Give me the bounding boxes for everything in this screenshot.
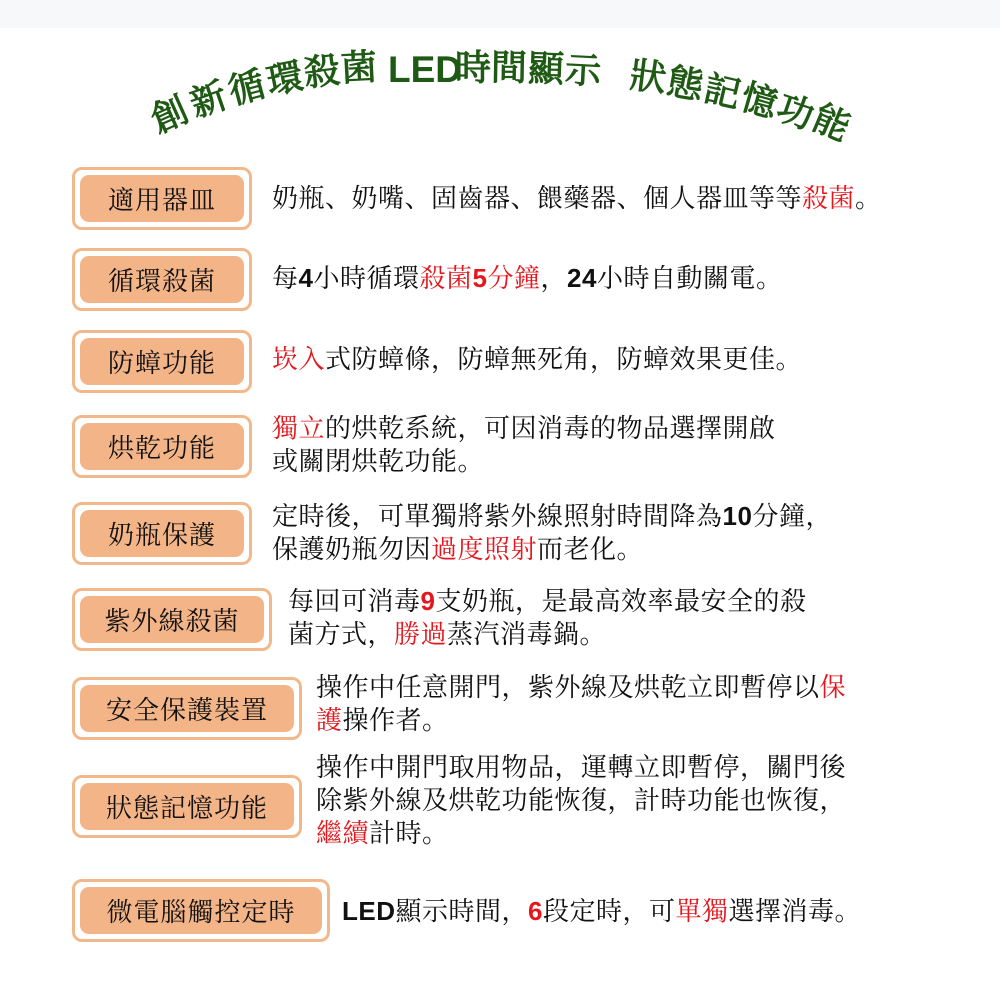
description-text: 支奶瓶，是最高效率最安全的殺	[435, 587, 807, 617]
feature-label: 微電腦觸控定時	[80, 887, 322, 934]
description-line	[316, 705, 846, 738]
title-char: 能	[806, 97, 856, 150]
description-line	[272, 183, 882, 216]
description-text: 段定時，可	[542, 897, 676, 927]
highlight-text: 崁入	[272, 345, 326, 375]
description-text: 分鐘，	[752, 502, 832, 532]
highlight-text: 分鐘	[487, 264, 541, 294]
feature-label: 紫外線殺菌	[80, 596, 264, 643]
feature-description	[272, 413, 776, 479]
highlight-text: 殺菌	[419, 264, 473, 294]
description-text: 計時。	[369, 819, 449, 849]
description-text: 4	[298, 263, 314, 293]
title-char: 態	[663, 61, 707, 108]
description-text: 每	[272, 264, 299, 294]
feature-description	[272, 344, 802, 377]
description-text: 菌方式，	[288, 620, 395, 650]
description-line	[316, 818, 846, 851]
description-text: 小時自動關電。	[596, 264, 783, 294]
feature-label-box	[72, 248, 252, 311]
description-text: 保護奶瓶勿因	[272, 535, 432, 565]
feature-description	[272, 183, 882, 216]
description-line	[272, 344, 802, 377]
title-char: 功	[771, 87, 819, 138]
title-char: 時	[455, 48, 492, 89]
highlight-text: 繼續	[316, 819, 370, 849]
feature-label: 奶瓶保護	[80, 510, 244, 557]
highlight-text: 過度照射	[431, 535, 538, 565]
highlight-text: 勝過	[394, 620, 448, 650]
feature-label: 適用器皿	[80, 175, 244, 222]
description-text: 奶瓶、奶嘴、固齒器、餵藥器、個人器皿等等	[272, 184, 803, 214]
description-text: 選擇消毒。	[728, 897, 862, 927]
highlight-text: 殺菌	[802, 184, 856, 214]
description-text: 操作中開門取用物品，運轉立即暫停，關門後	[316, 753, 847, 783]
highlight-text: 獨立	[272, 414, 326, 444]
banner-title	[0, 0, 1000, 160]
feature-label: 防蟑功能	[80, 338, 244, 385]
title-char: 記	[699, 68, 745, 117]
feature-label-box	[72, 330, 252, 393]
description-text: 蒸汽消毒鍋。	[447, 620, 607, 650]
description-line	[316, 785, 846, 818]
title-char: 示	[563, 50, 603, 93]
feature-label-box	[72, 502, 252, 565]
description-line	[288, 619, 807, 652]
description-text: 而老化。	[537, 535, 644, 565]
description-text: 顯示時間，	[395, 897, 529, 927]
title-char: 新	[185, 75, 233, 126]
highlight-text: 6	[528, 896, 543, 926]
title-char: 顯	[527, 48, 565, 91]
feature-label-box	[72, 588, 272, 651]
description-line	[288, 585, 807, 619]
feature-description	[288, 585, 807, 652]
feature-description	[316, 672, 846, 738]
title-char: 間	[490, 47, 528, 90]
feature-description	[342, 895, 861, 929]
description-line	[342, 895, 861, 929]
feature-label-box	[72, 415, 252, 478]
highlight-text: 9	[420, 586, 436, 616]
highlight-text: 護	[316, 706, 343, 736]
description-line	[272, 500, 832, 534]
title-char: 狀	[627, 54, 669, 101]
description-text: LED	[342, 896, 396, 926]
description-text: ，	[540, 264, 568, 294]
feature-label: 安全保護裝置	[80, 685, 294, 732]
highlight-text: 單獨	[675, 897, 729, 927]
description-line	[316, 672, 846, 705]
description-text: 操作者。	[342, 706, 449, 736]
feature-label-box	[72, 167, 252, 230]
highlight-text: 保	[819, 673, 847, 703]
feature-description	[272, 262, 782, 296]
highlight-text: 5	[472, 263, 488, 293]
description-line	[316, 752, 846, 785]
title-char: 憶	[736, 76, 783, 127]
description-text: 。	[855, 184, 882, 214]
feature-label-box	[72, 677, 302, 740]
feature-description	[272, 500, 832, 567]
description-text: 定時後，可單獨將紫外線照射時間降為	[272, 502, 723, 532]
feature-description	[316, 752, 846, 851]
description-text: 式防蟑條，防蟑無死角，防蟑效果更佳。	[325, 345, 803, 375]
description-text: 每回可消毒	[288, 587, 421, 617]
title-char: LED	[388, 49, 462, 90]
feature-label: 循環殺菌	[80, 256, 244, 303]
feature-label: 烘乾功能	[80, 423, 244, 470]
description-line	[272, 534, 832, 567]
title-char: 循	[224, 64, 270, 113]
description-text: 或關閉烘乾功能。	[272, 447, 485, 477]
description-line	[272, 413, 776, 446]
description-line	[272, 262, 782, 296]
feature-label-box	[72, 879, 330, 942]
description-text: 10	[722, 501, 753, 531]
feature-label-box	[72, 775, 302, 838]
description-text: 小時循環	[313, 264, 420, 294]
description-text: 操作中任意開門，紫外線及烘乾立即暫停以	[316, 673, 820, 703]
description-text: 的烘乾系統，可因消毒的物品選擇開啟	[325, 414, 776, 444]
title-char: 環	[263, 55, 307, 104]
description-text: 24	[567, 263, 597, 293]
feature-label: 狀態記憶功能	[80, 783, 294, 830]
description-text: 除紫外線及烘乾功能恢復，計時功能也恢復，	[316, 786, 847, 816]
title-char: 殺	[301, 49, 343, 96]
description-line	[272, 446, 776, 479]
title-char: 創	[145, 89, 195, 142]
title-char: 菌	[339, 47, 379, 90]
